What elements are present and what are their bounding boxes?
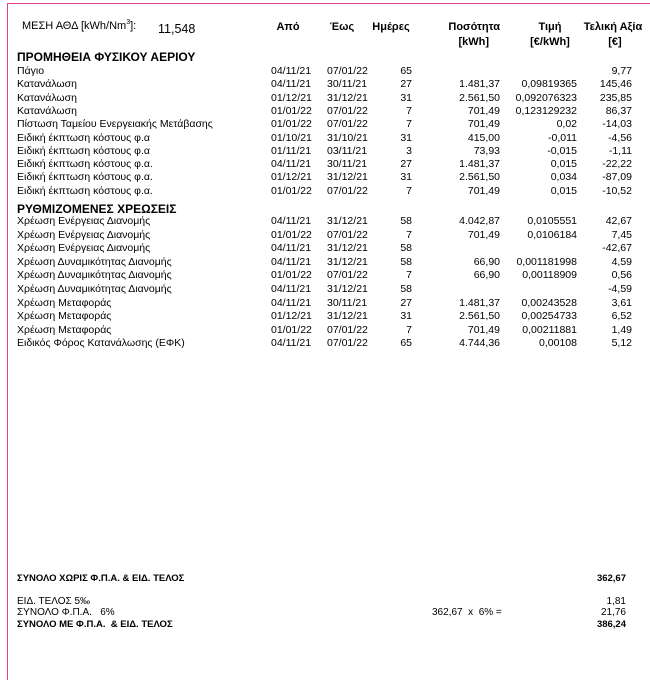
row-from-date: 01/01/22 [271, 118, 312, 131]
row-description: Χρέωση Δυναμικότητας Διανομής [17, 283, 172, 295]
row-days: 7 [406, 184, 412, 197]
row-days: 31 [400, 131, 412, 144]
col-header-qty: Ποσότητα [448, 21, 500, 33]
row-days: 27 [400, 78, 412, 91]
row-quantity: 415,00 [467, 131, 500, 144]
row-to-date: 31/12/21 [327, 283, 368, 295]
row-final-value: -1,11 [608, 144, 632, 157]
row-description: Ειδική έκπτωση κόστους φ.α. [17, 184, 153, 197]
row-quantity: 701,49 [467, 184, 500, 197]
section-title-supply: ΠΡΟΜΗΘΕΙΑ ΦΥΣΙΚΟΥ ΑΕΡΙΟΥ [17, 50, 196, 64]
subtotal-label: ΣΥΝΟΛΟ ΧΩΡΙΣ Φ.Π.Α. & ΕΙΔ. ΤΕΛΟΣ [17, 573, 185, 584]
row-quantity: 4.042,87 [459, 215, 500, 227]
row-unit-price: 0,00211881 [522, 323, 577, 336]
row-quantity: 701,49 [467, 323, 500, 336]
row-description: Ειδική έκπτωση κόστους φ.α [17, 131, 150, 144]
row-final-value: 42,67 [605, 215, 632, 227]
col-header-from: Από [276, 21, 300, 33]
subtotal-value: 362,67 [596, 573, 626, 584]
row-to-date: 30/11/21 [327, 296, 368, 309]
vat-calculation: 362,67 x 6% = [432, 607, 502, 618]
row-quantity: 2.561,50 [459, 91, 500, 104]
row-days: 3 [406, 144, 412, 157]
col-header-price: Τιμή [538, 21, 562, 33]
row-final-value: -4,59 [608, 283, 632, 295]
row-final-value: 0,56 [611, 269, 632, 282]
row-unit-price: 0,00254733 [521, 310, 577, 323]
row-quantity: 2.561,50 [459, 310, 500, 323]
row-final-value: 7,45 [611, 228, 632, 241]
row-to-date: 07/01/22 [327, 323, 368, 336]
row-to-date: 07/01/22 [327, 184, 368, 197]
row-quantity: 1.481,37 [459, 296, 500, 309]
row-unit-price: -0,015 [547, 144, 577, 157]
row-to-date: 07/01/22 [327, 65, 368, 77]
row-to-date: 07/01/22 [327, 228, 368, 241]
row-to-date: 07/01/22 [327, 104, 368, 117]
row-description: Χρέωση Ενέργειας Διανομής [17, 228, 151, 241]
avg-gcv-label [22, 21, 136, 32]
row-from-date: 04/11/21 [271, 158, 312, 171]
row-quantity: 701,49 [467, 104, 500, 117]
row-description: Χρέωση Μεταφοράς [17, 296, 112, 309]
avg-gcv-label-text: ΜΕΣΗ ΑΘΔ [kWh/Nm [22, 20, 127, 32]
row-days: 31 [400, 310, 412, 323]
row-to-date: 07/01/22 [327, 118, 368, 131]
row-to-date: 07/01/22 [327, 269, 368, 282]
vat-value: 21,76 [600, 607, 626, 618]
row-from-date: 04/11/21 [271, 255, 312, 268]
row-to-date: 31/10/21 [327, 131, 368, 144]
row-days: 65 [400, 65, 412, 77]
row-from-date: 04/11/21 [271, 337, 312, 350]
col-header-total-unit: [€] [608, 36, 622, 48]
row-quantity: 1.481,37 [459, 78, 500, 91]
row-quantity: 2.561,50 [459, 171, 500, 184]
row-description: Χρέωση Μεταφοράς [17, 323, 112, 336]
special-tax-value: 1,81 [606, 596, 626, 607]
row-from-date: 01/01/22 [271, 104, 312, 117]
row-description: Ειδικός Φόρος Κατανάλωσης (ΕΦΚ) [17, 337, 185, 350]
row-unit-price: -0,011 [548, 131, 577, 144]
row-days: 31 [400, 171, 412, 184]
row-description: Ειδική έκπτωση κόστους φ.α. [17, 171, 153, 184]
row-from-date: 04/11/21 [271, 283, 312, 295]
row-days: 27 [400, 158, 412, 171]
col-header-qty-unit: [kWh] [458, 36, 489, 48]
row-to-date: 31/12/21 [327, 242, 368, 255]
row-quantity: 66,90 [473, 255, 500, 268]
row-from-date: 04/11/21 [271, 65, 312, 77]
row-days: 58 [400, 255, 412, 268]
row-days: 58 [400, 215, 412, 227]
avg-gcv-label-suffix: ]: [130, 20, 137, 32]
section-title-regulated: ΡΥΘΜΙΖΟΜΕΝΕΣ ΧΡΕΩΣΕΙΣ [17, 202, 177, 216]
row-days: 7 [406, 104, 412, 117]
row-to-date: 31/12/21 [327, 91, 368, 104]
row-from-date: 01/01/22 [271, 323, 312, 336]
row-to-date: 07/01/22 [327, 337, 368, 350]
row-final-value: -22,22 [602, 158, 632, 171]
row-unit-price: 0,0106184 [527, 228, 577, 241]
row-from-date: 01/01/22 [271, 228, 312, 241]
row-description: Ειδική έκπτωση κόστους φ.α [17, 144, 150, 157]
row-description: Κατανάλωση [17, 91, 77, 104]
row-days: 7 [406, 323, 412, 336]
row-unit-price: 0,00118909 [522, 269, 577, 282]
row-to-date: 30/11/21 [327, 78, 368, 91]
row-final-value: 6,52 [611, 310, 632, 323]
row-from-date: 01/01/22 [271, 269, 312, 282]
row-days: 31 [400, 91, 412, 104]
col-header-days: Ημέρες [372, 21, 410, 33]
row-unit-price: 0,00108 [539, 337, 577, 350]
row-unit-price: 0,123129232 [515, 104, 577, 117]
row-final-value: 1,49 [611, 323, 632, 336]
row-final-value: -42,67 [602, 242, 632, 255]
row-description: Ειδική έκπτωση κόστους φ.α. [17, 158, 153, 171]
avg-gcv-label-sup: 3 [126, 19, 131, 26]
grand-total-label: ΣΥΝΟΛΟ ΜΕ Φ.Π.Α. & ΕΙΔ. ΤΕΛΟΣ [17, 619, 173, 630]
row-from-date: 04/11/21 [271, 215, 312, 227]
row-description: Χρέωση Ενέργειας Διανομής [17, 215, 151, 227]
row-to-date: 31/12/21 [327, 255, 368, 268]
row-to-date: 30/11/21 [327, 158, 368, 171]
row-description: Κατανάλωση [17, 78, 77, 91]
row-from-date: 01/12/21 [271, 171, 312, 184]
grand-total-value: 386,24 [596, 619, 626, 630]
col-header-price-unit: [€/kWh] [530, 36, 570, 48]
row-final-value: 3,61 [611, 296, 632, 309]
row-days: 65 [400, 337, 412, 350]
row-unit-price: 0,02 [556, 118, 577, 131]
row-to-date: 03/11/21 [327, 144, 368, 157]
row-quantity: 701,49 [467, 228, 500, 241]
row-quantity: 701,49 [467, 118, 500, 131]
row-unit-price: 0,015 [550, 158, 577, 171]
row-final-value: -87,09 [602, 171, 632, 184]
row-from-date: 01/11/21 [271, 144, 312, 157]
row-days: 7 [406, 269, 412, 282]
row-final-value: -14,03 [602, 118, 632, 131]
row-unit-price: 0,001181998 [516, 255, 577, 268]
row-description: Χρέωση Δυναμικότητας Διανομής [17, 255, 172, 268]
row-from-date: 01/10/21 [271, 131, 312, 144]
row-final-value: 5,12 [611, 337, 632, 350]
row-quantity: 73,93 [473, 144, 500, 157]
row-final-value: 235,85 [599, 91, 632, 104]
row-days: 7 [406, 118, 412, 131]
row-quantity: 4.744,36 [459, 337, 500, 350]
row-from-date: 04/11/21 [271, 242, 312, 255]
row-unit-price: 0,092076323 [515, 91, 577, 104]
col-header-total: Τελική Αξία [583, 21, 643, 33]
row-to-date: 31/12/21 [327, 171, 368, 184]
row-unit-price: 0,0105551 [527, 215, 577, 227]
avg-gcv-value: 11,548 [158, 22, 196, 36]
row-unit-price: 0,015 [550, 184, 577, 197]
row-to-date: 31/12/21 [327, 310, 368, 323]
row-unit-price: 0,00243528 [521, 296, 577, 309]
row-final-value: 145,46 [599, 78, 632, 91]
row-quantity: 66,90 [473, 269, 500, 282]
vat-label: ΣΥΝΟΛΟ Φ.Π.Α. 6% [17, 607, 115, 618]
row-description: Χρέωση Μεταφοράς [17, 310, 112, 323]
row-description: Πίστωση Ταμείου Ενεργειακής Μετάβασης [17, 118, 213, 131]
row-from-date: 04/11/21 [271, 78, 312, 91]
row-days: 58 [400, 242, 412, 255]
row-final-value: 86,37 [605, 104, 632, 117]
row-from-date: 01/01/22 [271, 184, 312, 197]
row-unit-price: 0,034 [550, 171, 577, 184]
row-final-value: 9,77 [611, 65, 632, 77]
col-header-to: Έως [329, 21, 355, 33]
row-from-date: 01/12/21 [271, 310, 312, 323]
row-final-value: -10,52 [602, 184, 632, 197]
row-from-date: 04/11/21 [271, 296, 312, 309]
row-description: Κατανάλωση [17, 104, 77, 117]
row-days: 7 [406, 228, 412, 241]
row-description: Χρέωση Δυναμικότητας Διανομής [17, 269, 172, 282]
row-days: 27 [400, 296, 412, 309]
row-to-date: 31/12/21 [327, 215, 368, 227]
special-tax-label: ΕΙΔ. ΤΕΛΟΣ 5‰ [17, 596, 91, 607]
row-final-value: -4,56 [608, 131, 632, 144]
row-description: Χρέωση Ενέργειας Διανομής [17, 242, 151, 255]
row-final-value: 4,59 [611, 255, 632, 268]
row-description: Πάγιο [17, 65, 45, 77]
row-days: 58 [400, 283, 412, 295]
row-quantity: 1.481,37 [459, 158, 500, 171]
row-from-date: 01/12/21 [271, 91, 312, 104]
row-unit-price: 0,09819365 [521, 78, 577, 91]
